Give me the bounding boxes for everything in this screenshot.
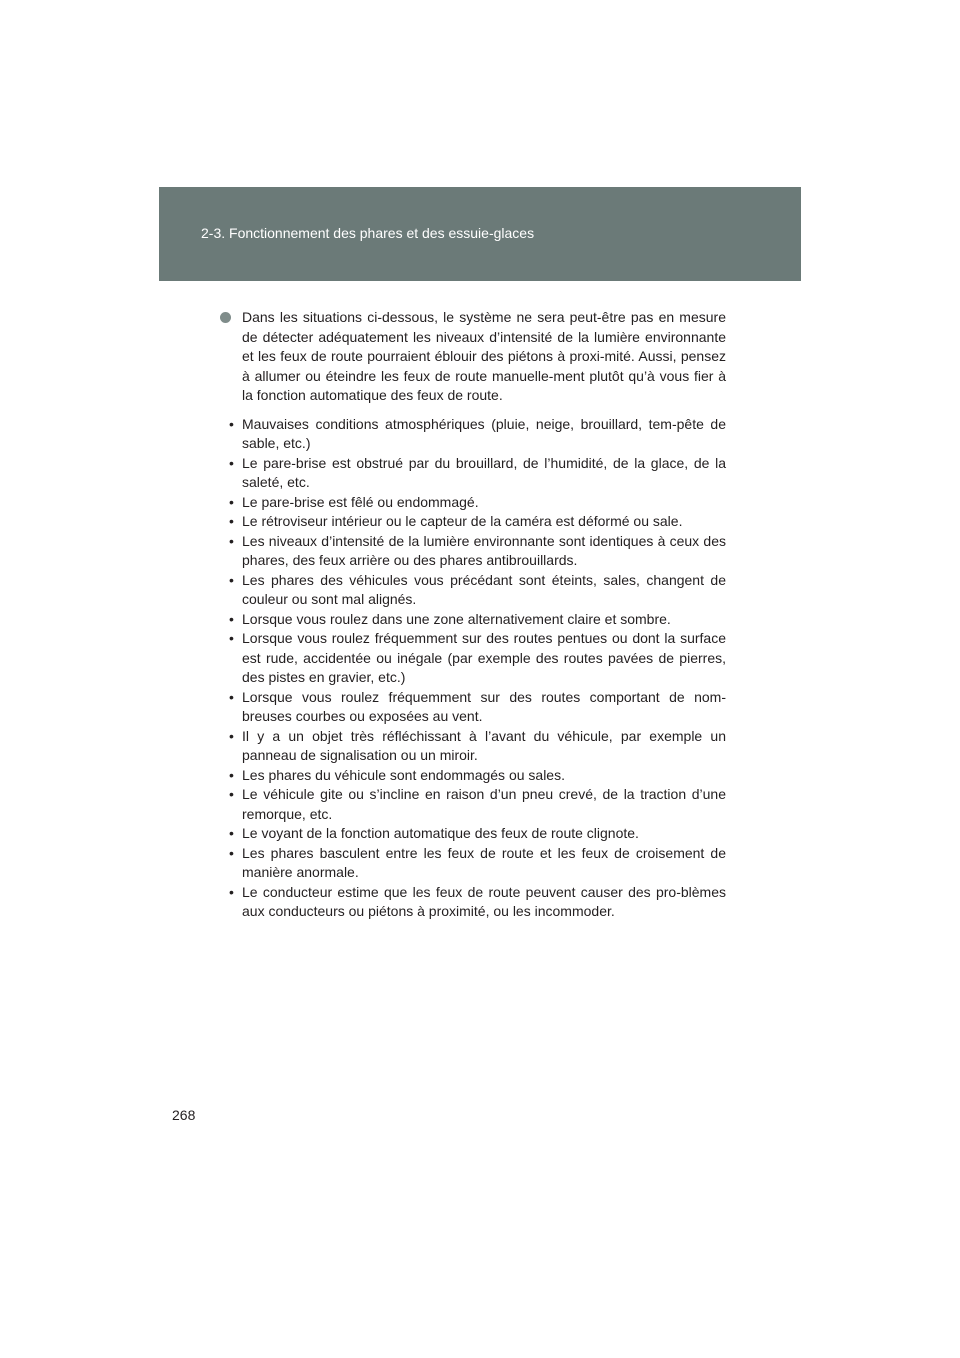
list-item-text: Le rétroviseur intérieur ou le capteur de la caméra est déformé ou sale. <box>242 513 683 529</box>
list-item-text: Les phares du véhicule sont endommagés ou sales. <box>242 766 565 783</box>
bullet-marker: • <box>229 493 234 510</box>
list-item-text: Le pare-brise est obstrué par du brouillard, de l’humidité, de la glace, de la saleté, etc. <box>242 454 726 490</box>
list-item-text: Les phares des véhicules vous précédant sont éteints, sales, changent de couleur ou sont mal alignés. <box>242 571 726 607</box>
list-item <box>220 688 726 727</box>
bullet-marker: • <box>229 844 234 861</box>
list-item <box>220 844 726 883</box>
bullet-marker: • <box>229 786 234 802</box>
list-item <box>220 629 726 688</box>
list-item <box>220 883 726 922</box>
section-title: 2-3. Fonctionnement des phares et des essuie-glaces <box>201 225 535 241</box>
list-item <box>220 454 726 493</box>
page-number: 268 <box>172 1107 196 1123</box>
circle-bullet-icon <box>220 312 231 323</box>
section-header <box>159 187 801 281</box>
conditions-list <box>220 415 726 922</box>
main-content <box>220 308 726 922</box>
list-item <box>220 785 726 824</box>
bullet-marker: • <box>229 415 234 432</box>
bullet-marker: • <box>229 883 234 900</box>
list-item <box>220 512 726 532</box>
list-item-text: Le voyant de la fonction automatique des feux de route clignote. <box>242 825 639 841</box>
list-item-text: Les phares basculent entre les feux de route et les feux de croisement de manière anormale. <box>242 844 726 880</box>
list-item <box>220 766 726 786</box>
list-item <box>220 493 726 513</box>
bullet-marker: • <box>229 688 234 705</box>
bullet-marker: • <box>229 513 234 529</box>
lead-paragraph <box>220 308 726 406</box>
list-item <box>220 571 726 610</box>
list-item-text: Les niveaux d’intensité de la lumière environnante sont identiques à ceux des phares, des feux arrière ou des phares antibrouillards. <box>242 532 726 568</box>
list-item-text: Le pare-brise est fêlé ou endommagé. <box>242 493 479 510</box>
list-item-text: Lorsque vous roulez fréquemment sur des routes comportant de nom-breuses courbes ou exposées au vent. <box>242 688 726 724</box>
list-item-text: Mauvaises conditions atmosphériques (pluie, neige, brouillard, tem-pête de sable, etc.) <box>242 415 726 451</box>
list-item-text: Lorsque vous roulez dans une zone alternativement claire et sombre. <box>242 610 671 627</box>
list-item <box>220 415 726 454</box>
bullet-marker: • <box>229 571 234 588</box>
list-item <box>220 727 726 766</box>
bullet-marker: • <box>229 630 234 646</box>
list-item <box>220 610 726 630</box>
list-item <box>220 532 726 571</box>
bullet-marker: • <box>229 766 234 783</box>
list-item-text: Lorsque vous roulez fréquemment sur des routes pentues ou dont la surface est rude, accidentée ou inégale (par exemple des routes pavées de pierres, des pistes en gravier, etc.) <box>242 630 726 685</box>
bullet-marker: • <box>229 727 234 744</box>
lead-text: Dans les situations ci-dessous, le système ne sera peut-être pas en mesure de détecter adéquatement les niveaux d’intensité de la lumière environnante et les feux de route pourraient éblouir des piétons à proxi-mité. Aussi, pensez à allumer ou éteindre les feux de route manuelle-ment plutôt qu’à vous fier à la fonction automatique des feux de route. <box>242 309 726 403</box>
list-item-text: Le véhicule gite ou s’incline en raison d’un pneu crevé, de la traction d’une remorque, etc. <box>242 786 726 822</box>
bullet-marker: • <box>229 532 234 549</box>
bullet-marker: • <box>229 825 234 841</box>
list-item-text: Il y a un objet très réfléchissant à l’avant du véhicule, par exemple un panneau de signalisation ou un miroir. <box>242 727 726 763</box>
list-item <box>220 824 726 844</box>
bullet-marker: • <box>229 454 234 471</box>
list-item-text: Le conducteur estime que les feux de route peuvent causer des pro-blèmes aux conducteurs ou piétons à proximité, ou les incommoder. <box>242 883 726 919</box>
bullet-marker: • <box>229 610 234 627</box>
